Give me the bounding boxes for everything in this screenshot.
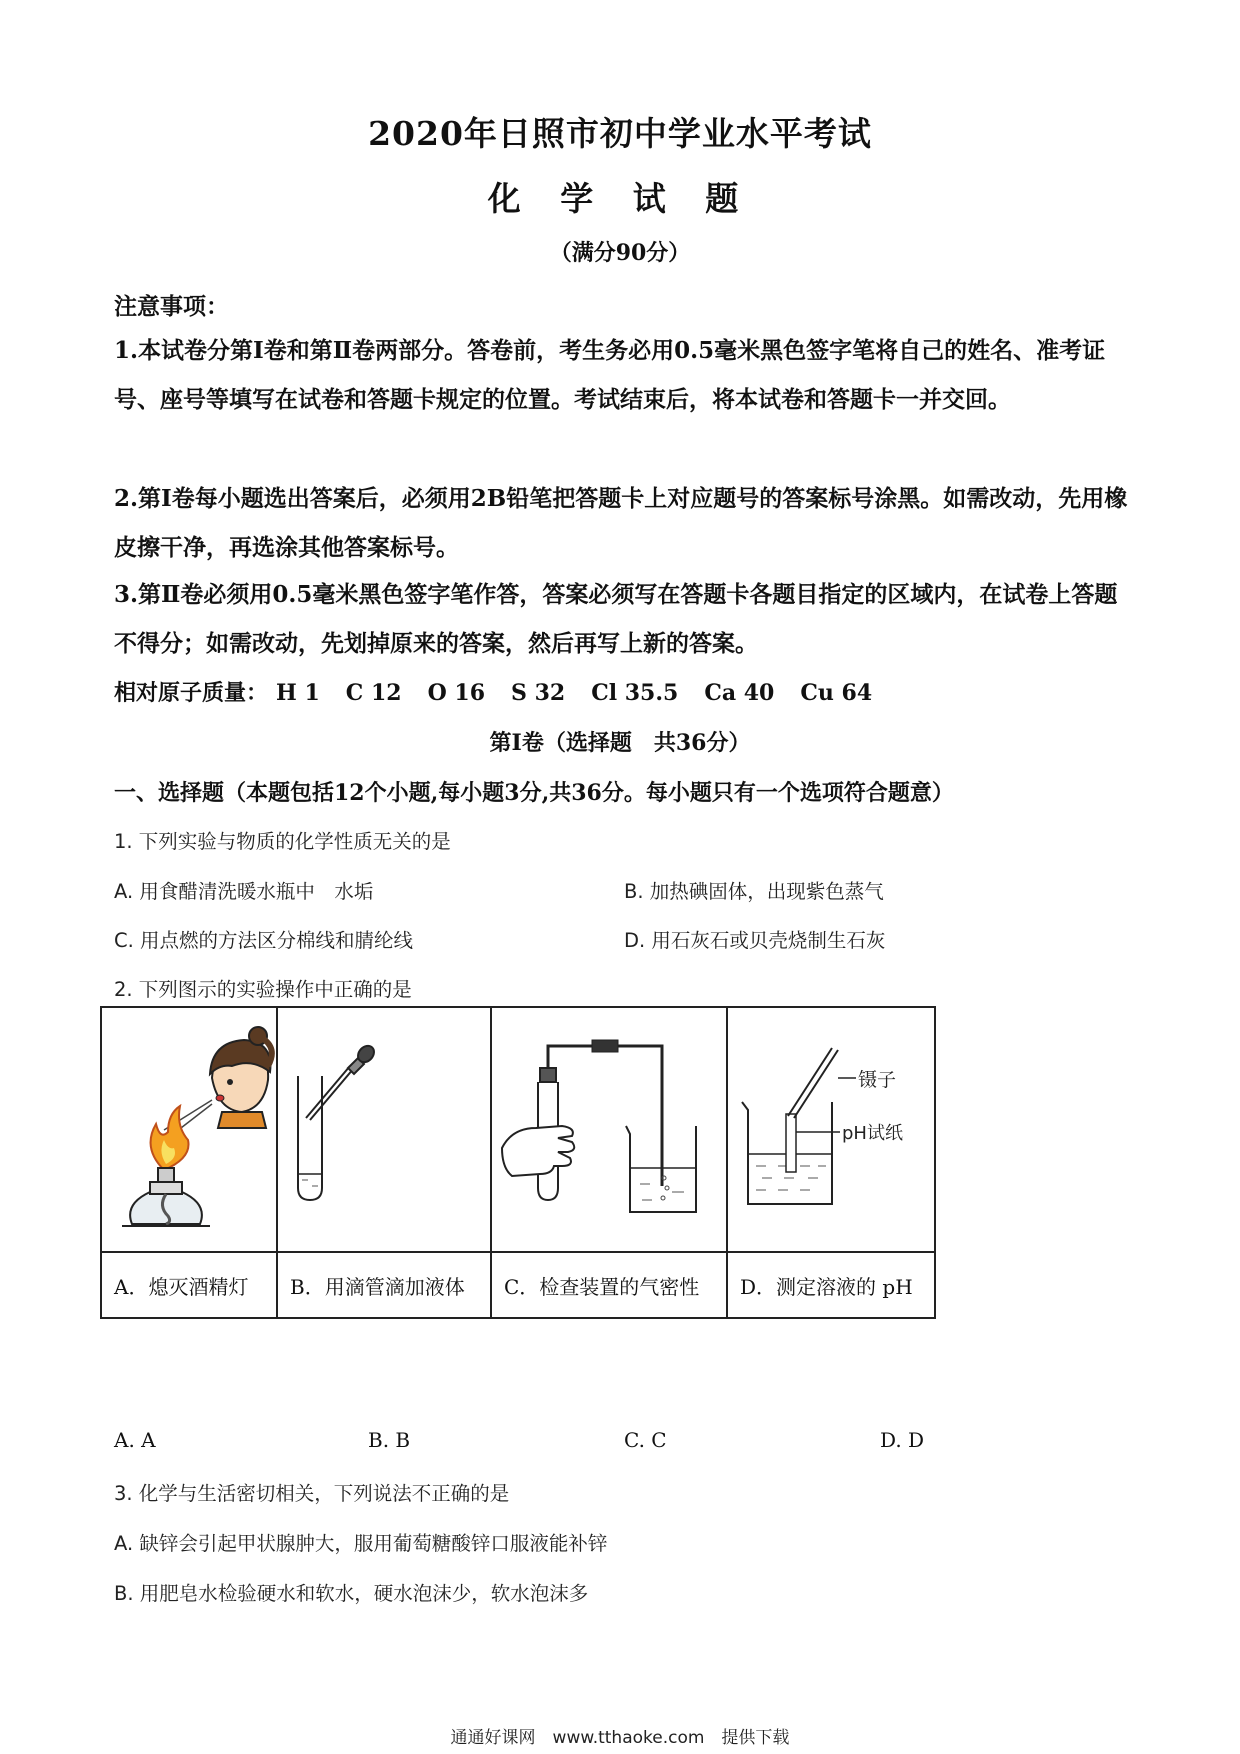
q2-option-b: B. B (368, 1428, 411, 1452)
q2-stem: 2. 下列图示的实验操作中正确的是 (114, 978, 412, 1001)
airtightness-check-icon (492, 1008, 726, 1247)
atomic-mass-item: Cl 35.5 (591, 680, 679, 706)
atomic-masses (114, 676, 898, 707)
note-item-2: 2.第Ⅰ卷每小题选出答案后，必须用2B铅笔把答题卡上对应题号的答案标号涂黑。如需改动，先用橡皮擦干净，再选涂其他答案标号。 (114, 485, 1128, 561)
notes-heading: 注意事项： (114, 293, 229, 320)
ph-test-beaker-icon (728, 1008, 934, 1247)
subject-title: 化 学 试 题 (487, 179, 753, 218)
dropper-test-tube-icon (278, 1008, 490, 1247)
figure-c (491, 1007, 727, 1252)
q3-option-a: A. 缺锌会引起甲状腺肿大，服用葡萄糖酸锌口服液能补锌 (114, 1532, 608, 1555)
atomic-mass-item: S 32 (511, 680, 566, 706)
q2-option-c: C. C (624, 1428, 667, 1452)
q2-option-a: A. A (114, 1428, 156, 1452)
q1-option-c: C. 用点燃的方法区分棉线和腈纶线 (114, 929, 414, 952)
q2-figure-table (100, 1006, 936, 1319)
figure-caption-b: B．用滴管滴加液体 (277, 1252, 491, 1318)
atomic-mass-item: Cu 64 (800, 680, 873, 706)
q1-option-b: B. 加热碘固体，出现紫色蒸气 (624, 880, 884, 903)
atomic-masses-label: 相对原子质量： (114, 680, 269, 706)
part-heading: 一、选择题（本题包括12个小题,每小题3分,共36分。每小题只有一个选项符合题意） (114, 780, 954, 806)
tweezers-label: 镊子 (858, 1069, 897, 1091)
atomic-mass-item: H 1 (276, 680, 320, 706)
exam-title: 2020年日照市初中学业水平考试 (368, 114, 872, 153)
figure-caption-d: D．测定溶液的 pH (727, 1252, 935, 1318)
figure-b (277, 1007, 491, 1252)
q3-option-b: B. 用肥皂水检验硬水和软水，硬水泡沫少，软水泡沫多 (114, 1582, 589, 1605)
figure-d (727, 1007, 935, 1252)
page-footer: 通通好课网 www.tthaoke.com 提供下载 (450, 1728, 790, 1748)
note-item-1: 1.本试卷分第Ⅰ卷和第Ⅱ卷两部分。答卷前，考生务必用0.5毫米黑色签字笔将自己的姓名、准考证号、座号等填写在试卷和答题卡规定的位置。考试结束后，将本试卷和答题卡一并交回。 (114, 337, 1106, 413)
atomic-mass-item: O 16 (427, 680, 486, 706)
note-item-3: 3.第Ⅱ卷必须用0.5毫米黑色签字笔作答，答案必须写在答题卡各题目指定的区域内，在试卷上答题不得分；如需改动，先划掉原来的答案，然后再写上新的答案。 (114, 581, 1118, 657)
figure-caption-c: C．检查装置的气密性 (491, 1252, 727, 1318)
q1-option-a: A. 用食醋清洗暖水瓶中 水垢 (114, 880, 374, 903)
figure-a (101, 1007, 277, 1252)
ph-paper-label: pH试纸 (842, 1123, 903, 1144)
figure-caption-a: A．熄灭酒精灯 (101, 1252, 277, 1318)
q2-option-d: D. D (880, 1428, 925, 1452)
q1-option-d: D. 用石灰石或贝壳烧制生石灰 (624, 929, 886, 952)
q1-stem: 1. 下列实验与物质的化学性质无关的是 (114, 830, 451, 853)
alcohol-lamp-blowing-icon (102, 1008, 276, 1247)
q3-stem: 3. 化学与生活密切相关，下列说法不正确的是 (114, 1482, 510, 1505)
full-score: （满分90分） (549, 240, 691, 266)
atomic-mass-item: C 12 (345, 680, 402, 706)
section-title: 第Ⅰ卷（选择题 共36分） (489, 730, 751, 756)
atomic-mass-item: Ca 40 (704, 680, 775, 706)
